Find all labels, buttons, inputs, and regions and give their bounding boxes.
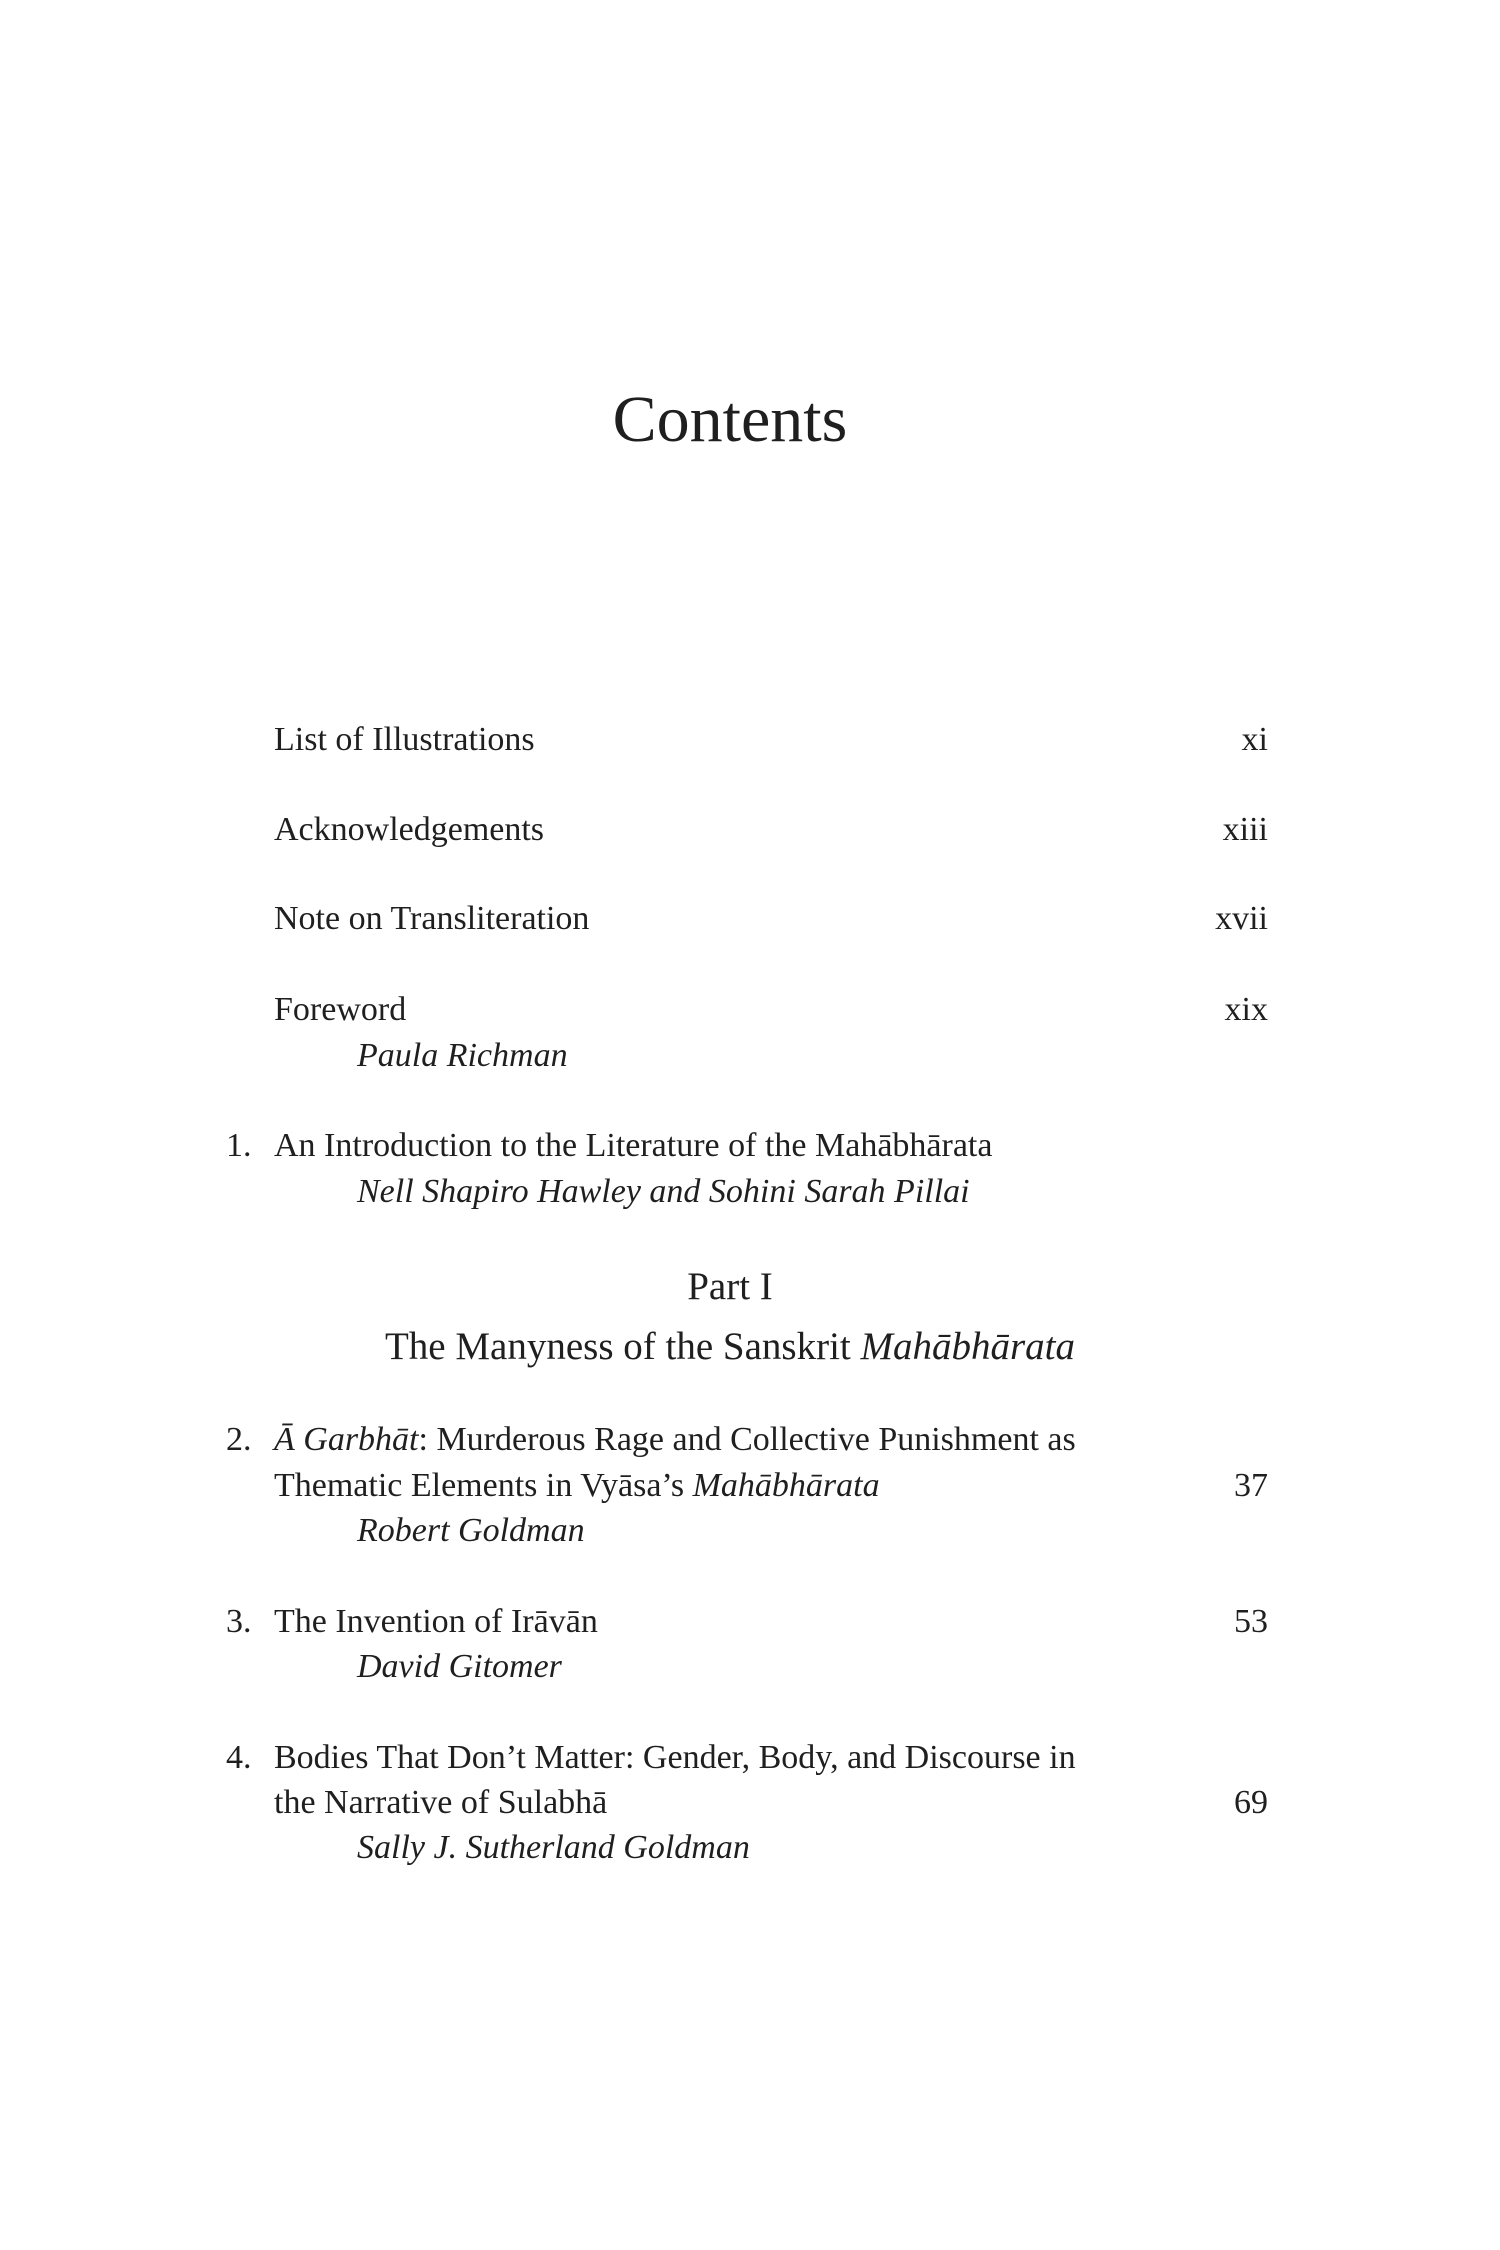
chapter-title-italic: Mahābhārata	[692, 1467, 880, 1504]
part-title	[0, 1322, 1460, 1372]
chapter-title-line-2	[274, 1464, 880, 1508]
toc-entry-title: Foreword	[274, 991, 407, 1028]
toc-entry-title: List of Illustrations	[274, 721, 535, 758]
chapter-title-line-1: Bodies That Don’t Matter: Gender, Body, and Discourse in	[274, 1739, 1076, 1776]
chapter-number: 4.	[226, 1739, 252, 1776]
chapter-page: 53	[1234, 1603, 1268, 1640]
chapter-title-text: : Murderous Rage and Collective Punishment as	[418, 1421, 1076, 1458]
chapter-author: Sally J. Sutherland Goldman	[357, 1829, 750, 1866]
chapter-title-line-2: the Narrative of Sulabhā	[274, 1784, 608, 1821]
toc-entry-author: Paula Richman	[357, 1037, 568, 1074]
toc-entry-title: Acknowledgements	[274, 811, 545, 848]
chapter-page: 69	[1234, 1784, 1268, 1821]
chapter-author: Robert Goldman	[357, 1512, 585, 1549]
chapter-number: 2.	[226, 1421, 252, 1458]
chapter-title-text: Thematic Elements in Vyāsa’s	[274, 1467, 693, 1504]
part-label: Part I	[687, 1265, 773, 1308]
part-title-text: The Manyness of the Sanskrit	[384, 1325, 861, 1368]
toc-entry-page: xiii	[1222, 811, 1268, 848]
page-title: Contents	[612, 383, 848, 456]
toc-entry-page: xvii	[1215, 900, 1268, 937]
chapter-title-italic: Ā Garbhāt	[274, 1421, 419, 1458]
chapter-title: The Invention of Irāvān	[274, 1603, 598, 1640]
toc-entry-title: Note on Transliteration	[274, 900, 590, 937]
chapter-page: 37	[1234, 1467, 1268, 1504]
chapter-title: An Introduction to the Literature of the Mahābhārata	[274, 1127, 993, 1164]
chapter-title-line-1	[274, 1418, 1076, 1462]
toc-entry-page: xix	[1224, 991, 1268, 1028]
part-title-italic: Mahābhārata	[860, 1325, 1075, 1368]
chapter-author: David Gitomer	[357, 1648, 562, 1685]
toc-entry-page: xi	[1241, 721, 1268, 758]
chapter-author: Nell Shapiro Hawley and Sohini Sarah Pillai	[357, 1173, 970, 1210]
chapter-number: 1.	[226, 1127, 252, 1164]
chapter-number: 3.	[226, 1603, 252, 1640]
